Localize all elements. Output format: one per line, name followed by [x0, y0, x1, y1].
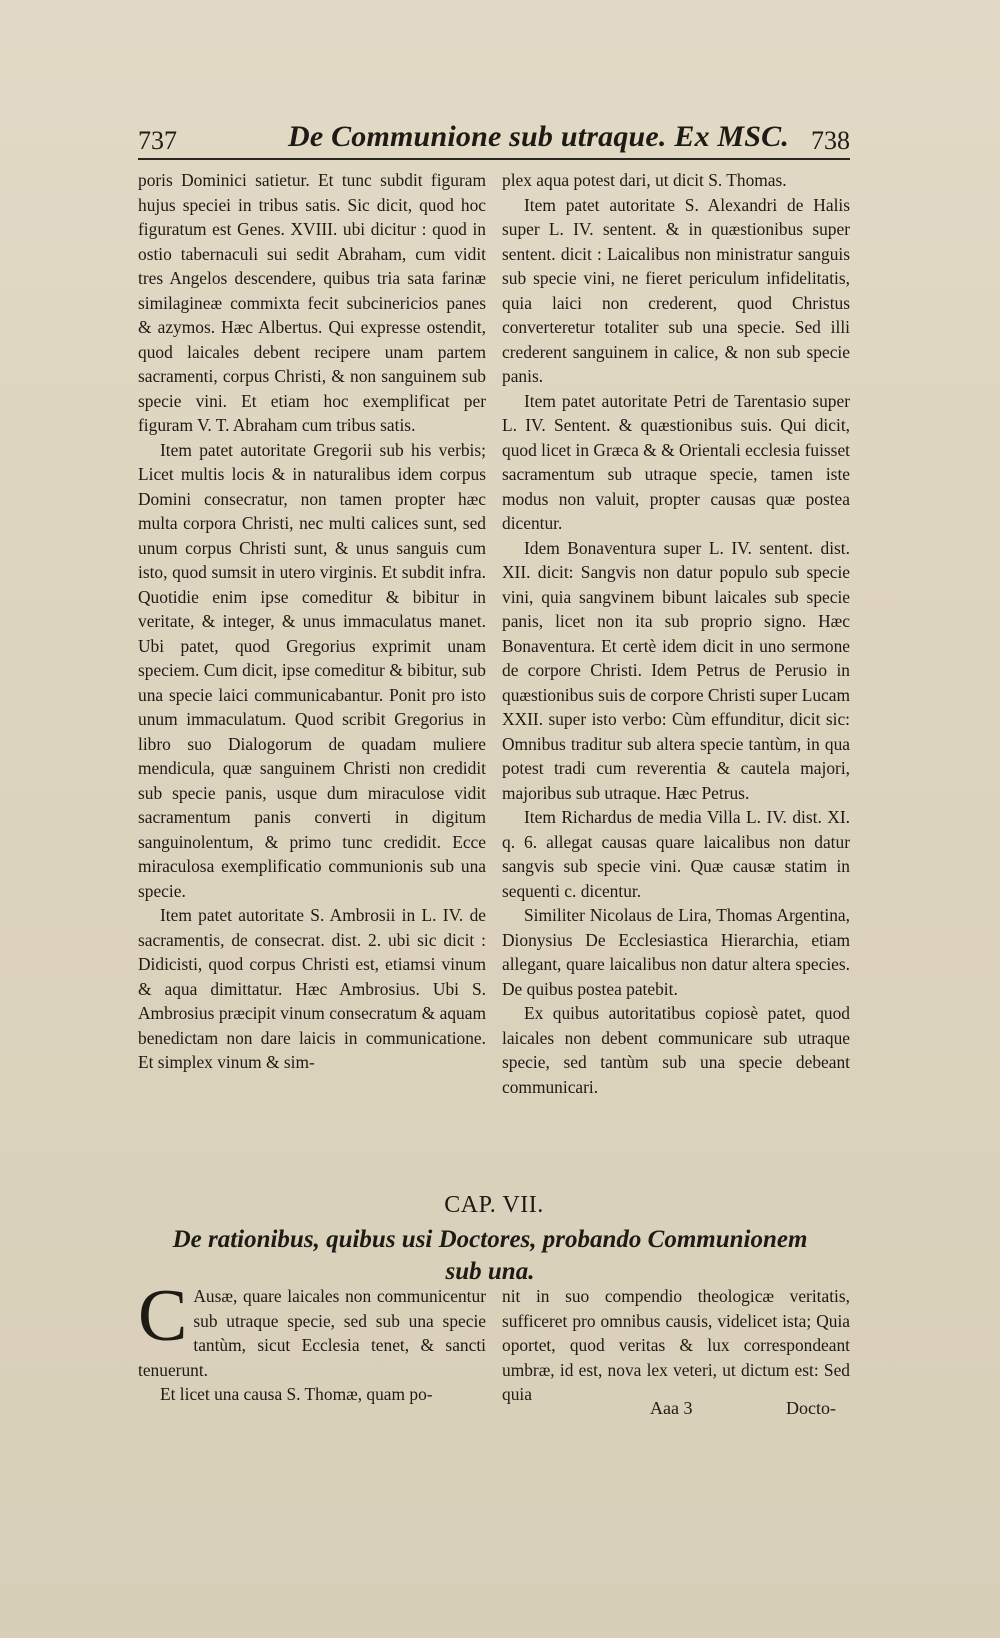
running-header [138, 118, 850, 160]
chapter-right-paragraph: nit in suo compendio theologicæ veritatis, sufficeret pro omnibus causis, videlicet ista; Quia oportet, quod veritas & lux correspondeant umbræ, id est, nova lex veteri, ut dictum est: Sed quia [502, 1286, 850, 1404]
running-title: De Communione sub utraque. Ex MSC. [288, 120, 790, 153]
left-paragraph: poris Dominici satietur. Et tunc subdit figuram hujus speciei in tribus satis. Sic dicit, quod hoc figuratum est Genes. XVIII. ubi dicitur : quod in ostio tabernaculi sui sedit Abraham, cum vidit tres Angelos descendere, quibus tria sata farinæ similagineæ commixta fecit subcinericios panes & azymos. Hæc Albertus. Qui expresse ostendit, quod laicales debent recipere unam partem sacramenti, corpus Christi, & non sanguinem sub specie vini. Et etiam hoc exemplificat per figuram V. T. Abraham cum tribus satis. [138, 170, 486, 435]
catchword: Docto- [786, 1398, 836, 1418]
left-paragraph: Item patet autoritate S. Ambrosii in L. IV. de sacramentis, de consecrat. dist. 2. ubi sic dicit : Didicisti, quod corpus Christi est, etiamsi vinum & aqua dimittatur. Hæc Ambrosius. Ubi S. Ambrosius præcipit vinum consecratum & aquam benedictam non dare laicis in communicatione. Et simplex vinum & sim- [138, 905, 486, 1072]
chapter-opening-text: Ausæ, quare laicales non communicentur sub utraque specie, sed sub una specie tantùm, sicut Ecclesia tenet, & sancti tenuerunt. [138, 1286, 486, 1380]
right-paragraph: Ex quibus autoritatibus copiosè patet, quod laicales non debent communicare sub utraque specie, sed tantùm sub una specie debeant communicari. [502, 1003, 850, 1097]
left-column [138, 168, 486, 1075]
signature-mark: Aaa 3 [650, 1398, 693, 1418]
chapter-number: CAP. VII. [444, 1192, 544, 1218]
chapter-right-column [502, 1284, 850, 1407]
right-paragraph: Idem Bonaventura super L. IV. sentent. dist. XII. dicit: Sangvis non datur populo sub specie vini, quia sangvinem bibunt laicales sub specie panis, licet non ita sub proprio signo. Hæc Bonaventura. Et certè idem dicit in uno sermone de corpore Christi. Idem Petrus de Perusio in quæstionibus suis de corpore Christi super Lucam XXII. super isto verbo: Cùm effunditur, dicit sic: Omnibus traditur sub altera specie tantùm, in qua potest tradi cum reverentia & cautela majori, majoribus sub utraque. Hæc Petrus. [502, 537, 850, 803]
page-number-right: 738 [811, 126, 850, 155]
chapter-left-column [138, 1275, 486, 1407]
drop-cap: C [138, 1275, 188, 1357]
page-number-left: 737 [138, 126, 177, 155]
right-paragraph: Item patet autoritate S. Alexandri de Halis super L. IV. sentent. & in quæstionibus super sentent. dicit : Laicalibus non ministratur sanguis sub specie vini, ne fieret periculum infidelitatis, quia laici non crederent, quod Christus converteretur totaliter sub una specie. Sed illi crederent sanguinem in calice, & non sub specie panis. [502, 194, 850, 386]
chapter-title: De rationibus, quibus usi Doctores, probando Communionem sub una. [172, 1226, 808, 1285]
left-paragraph: Item patet autoritate Gregorii sub his verbis; Licet multis locis & in naturalibus idem corpus Domini consecratur, non tamen propter hæc multa corpora Christi, nec multi calices sunt, sed unum corpus Christi sunt, & unus sanguis cum isto, quod sumsit in utero virginis. Et subdit infra. Quotidie enim ipse comeditur & bibitur in veritate, & integer, & unus immaculatus manet. Ubi patet, quod Gregorius exprimit unam speciem. Cum dicit, ipse comeditur & bibitur, sub una specie laici communicabantur. Ponit pro isto unum immaculatum. Quod scribit Gregorius in libro suo Dialogorum de quadam muliere mendicula, quæ sanguinem Christi non credidit sub specie panis, usque dum miraculose vidit sacramentum panis converti in digitum sanguinolentum, & primo tunc credidit. Ecce miraculosa exemplificatio communionis sub una specie. [138, 439, 486, 901]
chapter-opening-paragraph [138, 1275, 486, 1382]
right-paragraph: plex aqua potest dari, ut dicit S. Thomas. [502, 170, 787, 190]
right-paragraph: Item Richardus de media Villa L. IV. dist. XI. q. 6. allegat causas quare laicalibus non datur sangvis sub specie vini. Quæ causæ statim in sequenti c. dicentur. [502, 807, 850, 901]
right-paragraph: Similiter Nicolaus de Lira, Thomas Argentina, Dionysius De Ecclesiastica Hierarchia, etiam allegant, quare laicalibus non datur altera species. De quibus postea patebit. [502, 905, 850, 999]
chapter-left-paragraph: Et licet una causa S. Thomæ, quam po- [160, 1384, 433, 1404]
right-paragraph: Item patet autoritate Petri de Tarentasio super L. IV. Sentent. & quæstionibus suis. Qui dicit, quod licet in Græca & & Orientali ecclesia fuisset sacramentum sub utraque specie, tamen iste modus non valuit, propter causas quæ postea dicentur. [502, 390, 850, 533]
right-column [502, 168, 850, 1099]
